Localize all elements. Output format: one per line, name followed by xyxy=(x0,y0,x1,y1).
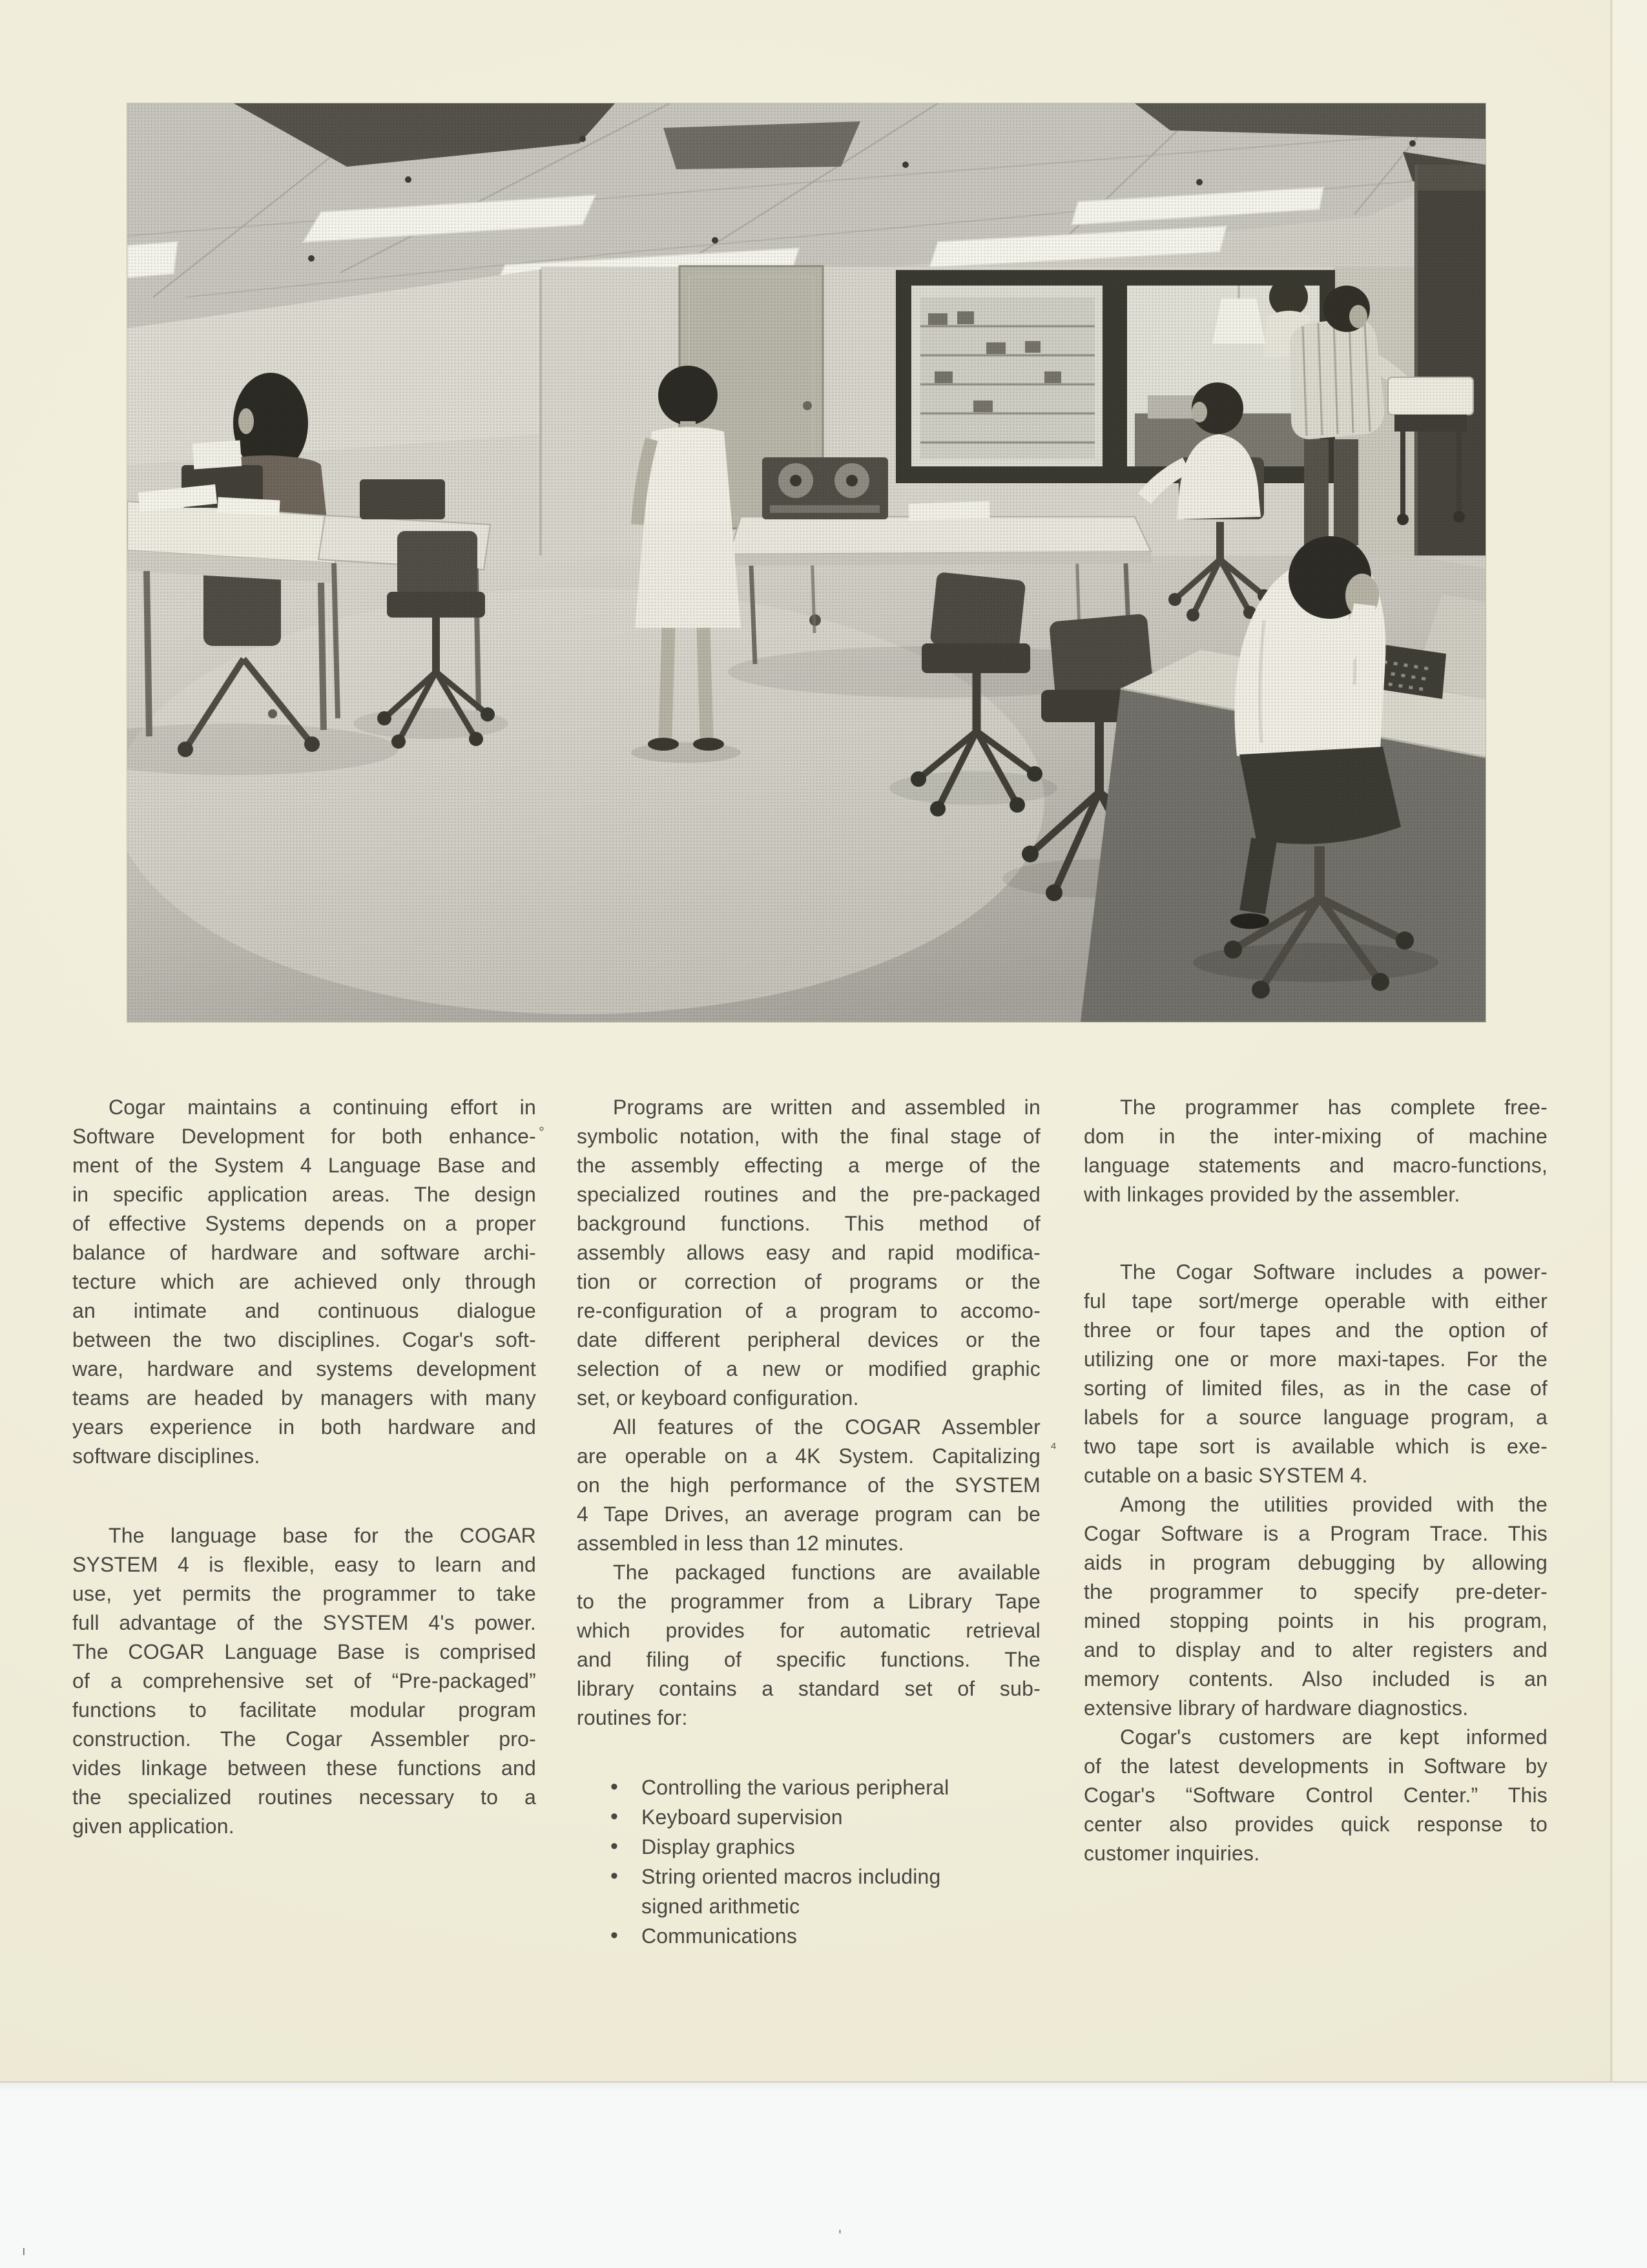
text-line: of the latest developments in Software by xyxy=(1084,1754,1548,1778)
text-line: the specialized routines necessary to a xyxy=(72,1785,536,1809)
text-line: library contains a standard set of sub- xyxy=(577,1677,1041,1700)
text-line: an intimate and continuous dialogue xyxy=(72,1299,536,1322)
bullet-dot-icon: • xyxy=(610,1804,619,1829)
text-line: in specific application areas. The design xyxy=(72,1183,536,1206)
text-line: extensive library of hardware diagnostics. xyxy=(1084,1696,1469,1720)
text-line: re-configuration of a program to accomo- xyxy=(577,1299,1041,1322)
text-line: The language base for the COGAR xyxy=(109,1524,536,1547)
text-line: software disciplines. xyxy=(72,1444,260,1468)
text-line: Programs are written and assembled in xyxy=(613,1096,1041,1119)
bullet-dot-icon: • xyxy=(610,1864,619,1888)
text-line: ful tape sort/merge operable with either xyxy=(1084,1289,1548,1313)
text-line: date different peripheral devices or the xyxy=(577,1328,1041,1351)
paragraph xyxy=(577,1093,1041,1732)
typewriter xyxy=(360,479,445,519)
text-line: 4 Tape Drives, an average program can be xyxy=(577,1503,1041,1526)
text-line: between the two disciplines. Cogar's soft- xyxy=(72,1328,536,1351)
text-line: aids in program debugging by allowing xyxy=(1084,1551,1548,1574)
text-line: construction. The Cogar Assembler pro- xyxy=(72,1727,536,1751)
page-right-edge xyxy=(1613,0,1647,2081)
bullet-text: Controlling the various peripheral xyxy=(641,1776,949,1799)
text-line: are operable on a 4K System. Capitalizing xyxy=(577,1444,1041,1468)
text-line: and filing of specific functions. The xyxy=(577,1648,1041,1671)
text-line: language statements and macro-functions, xyxy=(1084,1154,1548,1177)
text-line: The packaged functions are available xyxy=(613,1561,1041,1584)
text-line: Cogar maintains a continuing effort in xyxy=(109,1096,536,1119)
text-line: ware, hardware and systems development xyxy=(72,1357,536,1380)
bullet-item-line xyxy=(577,1773,1041,1802)
text-line: vides linkage between these functions and xyxy=(72,1756,536,1780)
text-line: assembly allows easy and rapid modifica- xyxy=(577,1241,1041,1264)
text-line: dom in the inter-mixing of machine xyxy=(1084,1125,1548,1148)
bullet-text: String oriented macros including xyxy=(641,1865,941,1888)
text-line: functions to facilitate modular program xyxy=(72,1698,536,1722)
bullet-text: Communications xyxy=(641,1924,798,1948)
print-speck: ° xyxy=(539,1124,544,1140)
text-line: of effective Systems depends on a proper xyxy=(72,1212,536,1235)
text-line: given application. xyxy=(72,1815,234,1838)
text-line: SYSTEM 4 is flexible, easy to learn and xyxy=(72,1553,536,1576)
text-line: The Cogar Software includes a power- xyxy=(1120,1260,1548,1284)
bullet-item-line xyxy=(577,1862,1041,1891)
bullet-dot-icon: • xyxy=(610,1774,619,1799)
text-line: teams are headed by managers with many xyxy=(72,1386,536,1410)
text-line: full advantage of the SYSTEM 4's power. xyxy=(72,1611,536,1634)
text-line: two tape sort is available which is exe- xyxy=(1084,1435,1548,1458)
bullet-list xyxy=(577,1773,1041,1951)
text-line: background functions. This method of xyxy=(577,1212,1041,1235)
text-line: symbolic notation, with the final stage of xyxy=(577,1125,1041,1148)
text-line: specialized routines and the pre-packaged xyxy=(577,1183,1041,1206)
bullet-item-line xyxy=(577,1921,1041,1951)
text-line: tecture which are achieved only through xyxy=(72,1270,536,1293)
print-speck: ₄ xyxy=(1050,1434,1057,1451)
tape-machine xyxy=(762,457,888,519)
text-line: utilizing one or more maxi-tapes. For the xyxy=(1084,1347,1548,1371)
text-line: labels for a source language program, a xyxy=(1084,1406,1548,1429)
text-line: tion or correction of programs or the xyxy=(577,1270,1041,1293)
bullet-item-line xyxy=(577,1802,1041,1832)
paragraph xyxy=(72,1521,536,1841)
text-line: with linkages provided by the assembler. xyxy=(1084,1183,1460,1206)
text-line: The programmer has complete free- xyxy=(1120,1096,1548,1119)
text-line: set, or keyboard configuration. xyxy=(577,1386,859,1410)
bullet-dot-icon: • xyxy=(610,1923,619,1948)
paragraph xyxy=(1084,1258,1548,1868)
bullet-text: Keyboard supervision xyxy=(641,1805,843,1829)
bullet-text: signed arithmetic xyxy=(641,1895,800,1918)
text-line: Cogar Software is a Program Trace. This xyxy=(1084,1522,1548,1545)
text-line: The COGAR Language Base is comprised xyxy=(72,1640,536,1663)
text-line: All features of the COGAR Assembler xyxy=(613,1415,1041,1439)
text-line: on the high performance of the SYSTEM xyxy=(577,1473,1041,1497)
bullet-item-line xyxy=(577,1832,1041,1862)
text-column-1 xyxy=(72,1093,536,1841)
office-photo-scene xyxy=(127,103,1486,1022)
paragraph xyxy=(72,1093,536,1471)
text-line: center also provides quick response to xyxy=(1084,1813,1548,1836)
text-line: mined stopping points in his program, xyxy=(1084,1609,1548,1632)
text-line: sorting of limited files, as in the case of xyxy=(1084,1377,1548,1400)
text-line: memory contents. Also included is an xyxy=(1084,1667,1548,1691)
text-line: customer inquiries. xyxy=(1084,1842,1260,1865)
scanner-background xyxy=(0,2081,1647,2268)
text-line: three or four tapes and the option of xyxy=(1084,1318,1548,1342)
text-line: which provides for automatic retrieval xyxy=(577,1619,1041,1642)
text-line: cutable on a basic SYSTEM 4. xyxy=(1084,1464,1368,1487)
office-photo xyxy=(127,103,1486,1022)
text-line: Software Development for both enhance- xyxy=(72,1125,536,1148)
print-speck: ı xyxy=(22,2244,26,2258)
bullet-text: Display graphics xyxy=(641,1835,795,1858)
text-line: of a comprehensive set of “Pre-packaged” xyxy=(72,1669,536,1692)
text-line: selection of a new or modified graphic xyxy=(577,1357,1041,1380)
text-line: years experience in both hardware and xyxy=(72,1415,536,1439)
observation-window xyxy=(896,270,1335,483)
text-line: use, yet permits the programmer to take xyxy=(72,1582,536,1605)
equipment-rack xyxy=(1414,165,1486,556)
text-line: Cogar's “Software Control Center.” This xyxy=(1084,1784,1548,1807)
text-column-2 xyxy=(577,1093,1041,1951)
text-line: assembled in less than 12 minutes. xyxy=(577,1532,904,1555)
text-line: the assembly effecting a merge of the xyxy=(577,1154,1041,1177)
text-line: and to display and to alter registers and xyxy=(1084,1638,1548,1661)
text-line: Cogar's customers are kept informed xyxy=(1120,1725,1548,1749)
print-speck: ' xyxy=(838,2226,842,2245)
paragraph xyxy=(1084,1093,1548,1209)
bullet-dot-icon: • xyxy=(610,1834,619,1858)
text-line: the programmer to specify pre-deter- xyxy=(1084,1580,1548,1603)
text-line: to the programmer from a Library Tape xyxy=(577,1590,1041,1613)
text-column-3 xyxy=(1084,1093,1548,1868)
text-line: ment of the System 4 Language Base and xyxy=(72,1154,536,1177)
text-line: balance of hardware and software archi- xyxy=(72,1241,536,1264)
text-line: routines for: xyxy=(577,1706,688,1729)
text-line: Among the utilities provided with the xyxy=(1120,1493,1548,1516)
bullet-item-line xyxy=(577,1891,1041,1921)
